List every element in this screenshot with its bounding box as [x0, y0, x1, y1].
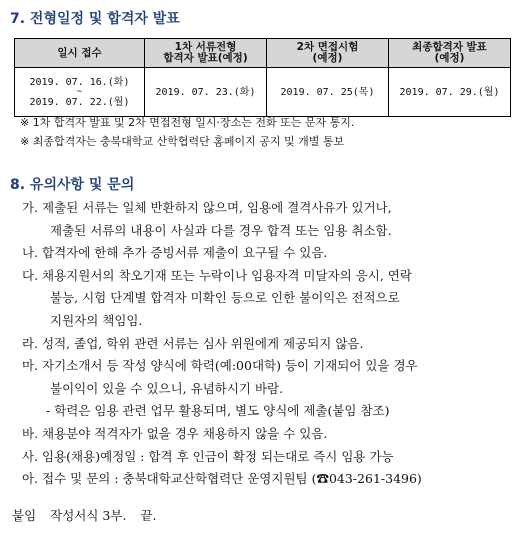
cell-interview: 2019. 07. 25(목) — [267, 68, 389, 117]
notice-item-sa: 사. 임용(채용)예정일 : 합격 후 인금이 확정 되는대로 즉시 임용 가능 — [22, 448, 394, 464]
cell-application-period: 2019. 07. 16.(화) ~ 2019. 07. 22.(월) — [15, 68, 145, 117]
schedule-notes — [20, 113, 354, 151]
notice-item-a: 아. 접수 및 문의 : 충북대학교산학협력단 운영지원팀 (☎043-261-3496) — [22, 471, 422, 487]
document-end: 끝. — [140, 508, 157, 523]
schedule-table — [14, 38, 511, 117]
header-first-result: 1차 서류전형 합격자 발표(예정) — [145, 39, 267, 68]
notice-item-ra: 라. 성적, 졸업, 학위 관련 서류는 심사 위원에게 제공되지 않음. — [22, 335, 364, 351]
section-8-title: 8. 유의사항 및 문의 — [10, 177, 135, 193]
attachment-content: 작성서식 3부. — [50, 508, 127, 523]
cell-first-result: 2019. 07. 23.(화) — [145, 68, 267, 117]
notice-item-ba: 바. 채용분야 적격자가 없을 경우 채용하지 않을 수 있음. — [22, 425, 328, 441]
note-item: ※ 최종합격자는 충북대학교 산학협력단 홈페이지 공지 및 개별 통보 — [20, 135, 345, 148]
notice-item-na: 나. 합격자에 한해 추가 증빙서류 제출이 요구될 수 있음. — [22, 245, 328, 261]
notice-item-ga-cont: 제출된 서류의 내용이 사실과 다를 경우 합격 또는 임용 취소함. — [50, 222, 392, 238]
schedule-data-row — [15, 68, 511, 117]
notice-item-ma: 마. 자기소개서 등 작성 양식에 학력(예:00대학) 등이 기재되어 있을 경우 — [22, 358, 418, 374]
cell-final-result: 2019. 07. 29.(월) — [389, 68, 511, 117]
notice-item-da-cont: 지원자의 책임임. — [50, 312, 143, 328]
notice-item-ma-sub: - 학력은 임용 관련 업무 활용되며, 별도 양식에 제출(붙임 참조) — [46, 403, 390, 419]
attachment-footer — [12, 506, 171, 524]
header-final-result: 최종합격자 발표 (예정) — [389, 39, 511, 68]
schedule-header-row — [15, 39, 511, 68]
section-7-title: 7. 전형일정 및 합격자 발표 — [10, 11, 180, 27]
notice-item-da: 다. 채용지원서의 착오기재 또는 누락이나 임용자격 미달자의 응시, 연락 — [22, 267, 412, 283]
header-application-period: 일시 접수 — [15, 39, 145, 68]
note-item: ※ 1차 합격자 발표 및 2차 면접전형 일시·장소는 전화 또는 문자 통지. — [20, 116, 355, 129]
notice-item-ma-cont: 불이익이 있을 수 있으니, 유념하시기 바람. — [50, 380, 284, 396]
attachment-label: 붙임 — [12, 508, 37, 523]
header-interview: 2차 면접시험 (예정) — [267, 39, 389, 68]
notice-item-da-cont: 불능, 시험 단계별 합격자 미확인 등으로 인한 불이익은 전적으로 — [50, 290, 400, 306]
notice-item-ga: 가. 제출된 서류는 일체 반환하지 않으며, 임용에 결격사유가 있거나, — [22, 200, 392, 215]
notice-list — [22, 197, 512, 491]
